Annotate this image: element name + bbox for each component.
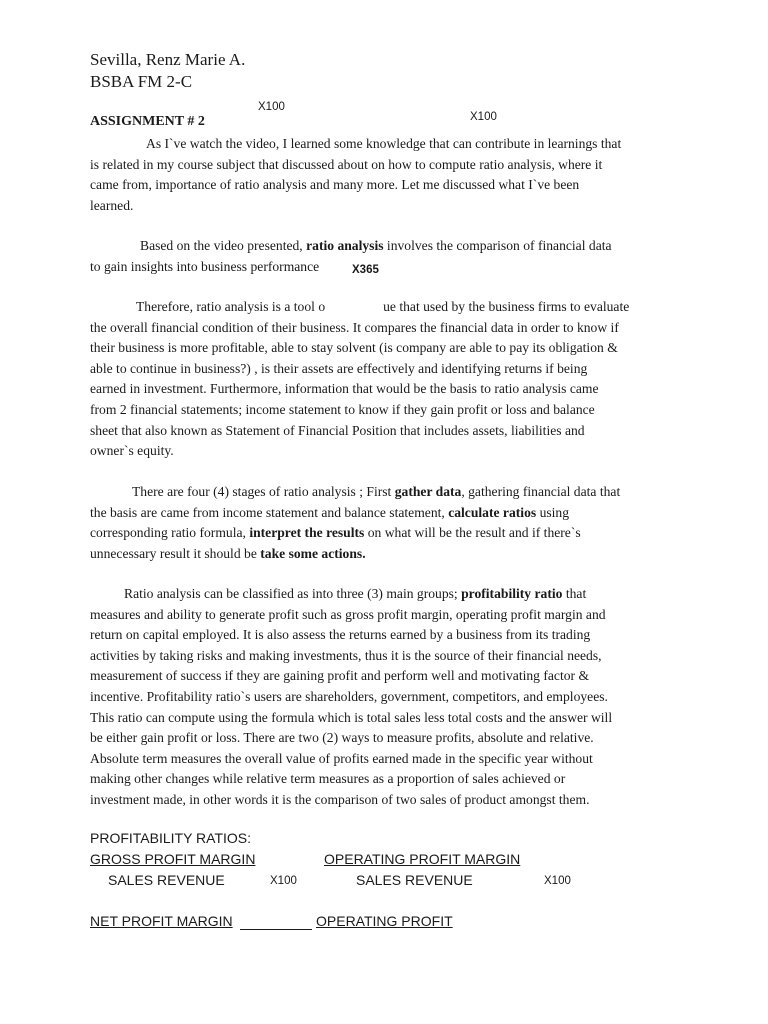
text-run: , gathering financial data that: [461, 484, 621, 499]
text-run: Ratio analysis can be classified as into three (3) main groups;: [124, 586, 462, 601]
text-line: measurement of success if they are gaining profit and perform well and motivating factor &: [90, 668, 590, 684]
net-profit-margin-label: NET PROFIT MARGIN: [90, 913, 233, 929]
text-run: unnecessary result it should be: [90, 545, 261, 561]
text-line: from 2 financial statements; income statement to know if they gain profit or loss and balance: [90, 401, 595, 417]
text-line: to gain insights into business performance: [90, 258, 320, 274]
text-run: corresponding ratio formula,: [90, 525, 250, 541]
paragraph-intro: [90, 134, 690, 216]
text-run: Therefore, ratio analysis is a tool o: [136, 299, 326, 314]
text-line: investment made, in other words it is the comparison of two sales of product amongst them.: [90, 791, 590, 807]
text-line: making other changes while relative term measures as a proportion of sales achieved or: [90, 771, 566, 787]
overlay-box: [462, 110, 512, 126]
multiplier-label: X100: [258, 101, 285, 113]
bold-term: take some actions.: [260, 545, 366, 561]
text-run: ue that used by the business firms to evaluate: [383, 299, 630, 314]
operating-profit-label: OPERATING PROFIT: [316, 913, 453, 929]
paragraph-stages: [90, 482, 690, 564]
text-line: [90, 236, 690, 257]
underline-filler: [240, 913, 312, 930]
text-line: sheet that also known as Statement of Financial Position that includes assets, liabilities and: [90, 422, 585, 438]
text-run: the basis are came from income statement and balance statement,: [90, 504, 449, 520]
text-line: [90, 544, 690, 565]
paragraph-groups: [90, 584, 690, 811]
text-run: that: [562, 586, 587, 601]
bold-term: ratio analysis: [306, 238, 384, 253]
text-run: on what will be the result and if there`s: [364, 525, 581, 541]
text-run: involves the comparison of financial data: [383, 238, 612, 253]
multiplier-label: X100: [470, 111, 497, 123]
text-line: return on capital employed. It is also assess the returns earned by a business from its trading: [90, 627, 591, 643]
text-line: incentive. Profitability ratio`s users are shareholders, government, competitors, and employees.: [90, 688, 608, 704]
text-line: measures and ability to generate profit such as gross profit margin, operating profit margin and: [90, 606, 606, 622]
sales-revenue-label: SALES REVENUE: [356, 872, 473, 888]
bold-term: interpret the results: [249, 525, 365, 541]
text-line: their business is more profitable, able to stay solvent (is company are able to pay its obligation &: [90, 340, 618, 356]
overlay-box: [344, 262, 392, 278]
text-line: [90, 584, 690, 605]
text-line: came from, importance of ratio analysis and many more. Let me discussed what I`ve been: [90, 177, 580, 193]
text-line: As I`ve watch the video, I learned some knowledge that can contribute in learnings that: [146, 136, 622, 151]
text-line: [90, 482, 690, 503]
bold-term: calculate ratios: [448, 504, 537, 520]
text-line: [90, 503, 690, 524]
multiplier-label: X100: [544, 875, 571, 887]
assignment-title: ASSIGNMENT # 2: [90, 114, 205, 129]
text-run: Based on the video presented,: [140, 238, 307, 253]
text-line: This ratio can compute using the formula which is total sales less total costs and the answer will: [90, 709, 613, 725]
text-line: learned.: [90, 197, 134, 213]
paragraph-therefore: [90, 297, 690, 462]
text-run: using: [536, 504, 570, 520]
overlay-box: [250, 100, 300, 116]
text-run: There are four (4) stages of ratio analysis ; First: [132, 484, 395, 499]
gross-profit-margin-label: GROSS PROFIT MARGIN: [90, 851, 256, 867]
text-line: [90, 523, 690, 544]
student-name: Sevilla, Renz Marie A.: [90, 50, 246, 69]
bold-term: profitability ratio: [461, 586, 563, 601]
text-line: Absolute term measures the overall value of profits earned made in the specific year without: [90, 750, 593, 766]
operating-profit-margin-label: OPERATING PROFIT MARGIN: [324, 851, 521, 867]
text-line: able to continue in business?) , is their assets are effectively and identifying returns if being: [90, 360, 588, 376]
text-line: activities by taking risks and making investments, thus it is the source of their financial needs,: [90, 647, 602, 663]
text-line: the overall financial condition of their business. It compares the financial data in order to know if: [90, 319, 619, 335]
text-line: be either gain profit or loss. There are two (2) ways to measure profits, absolute and relative.: [90, 730, 594, 746]
text-line: [90, 297, 690, 318]
multiplier-label: X365: [352, 264, 379, 276]
sales-revenue-label: SALES REVENUE: [108, 872, 225, 888]
text-line: is related in my course subject that discussed about on how to compute ratio analysis, where it: [90, 156, 603, 172]
text-line: earned in investment. Furthermore, information that would be the basis to ratio analysis came: [90, 381, 599, 397]
multiplier-label: X100: [270, 875, 297, 887]
bold-term: gather data: [394, 484, 462, 499]
ratios-heading: PROFITABILITY RATIOS:: [90, 830, 252, 846]
text-line: owner`s equity.: [90, 443, 174, 459]
course-section: BSBA FM 2-C: [90, 72, 193, 91]
